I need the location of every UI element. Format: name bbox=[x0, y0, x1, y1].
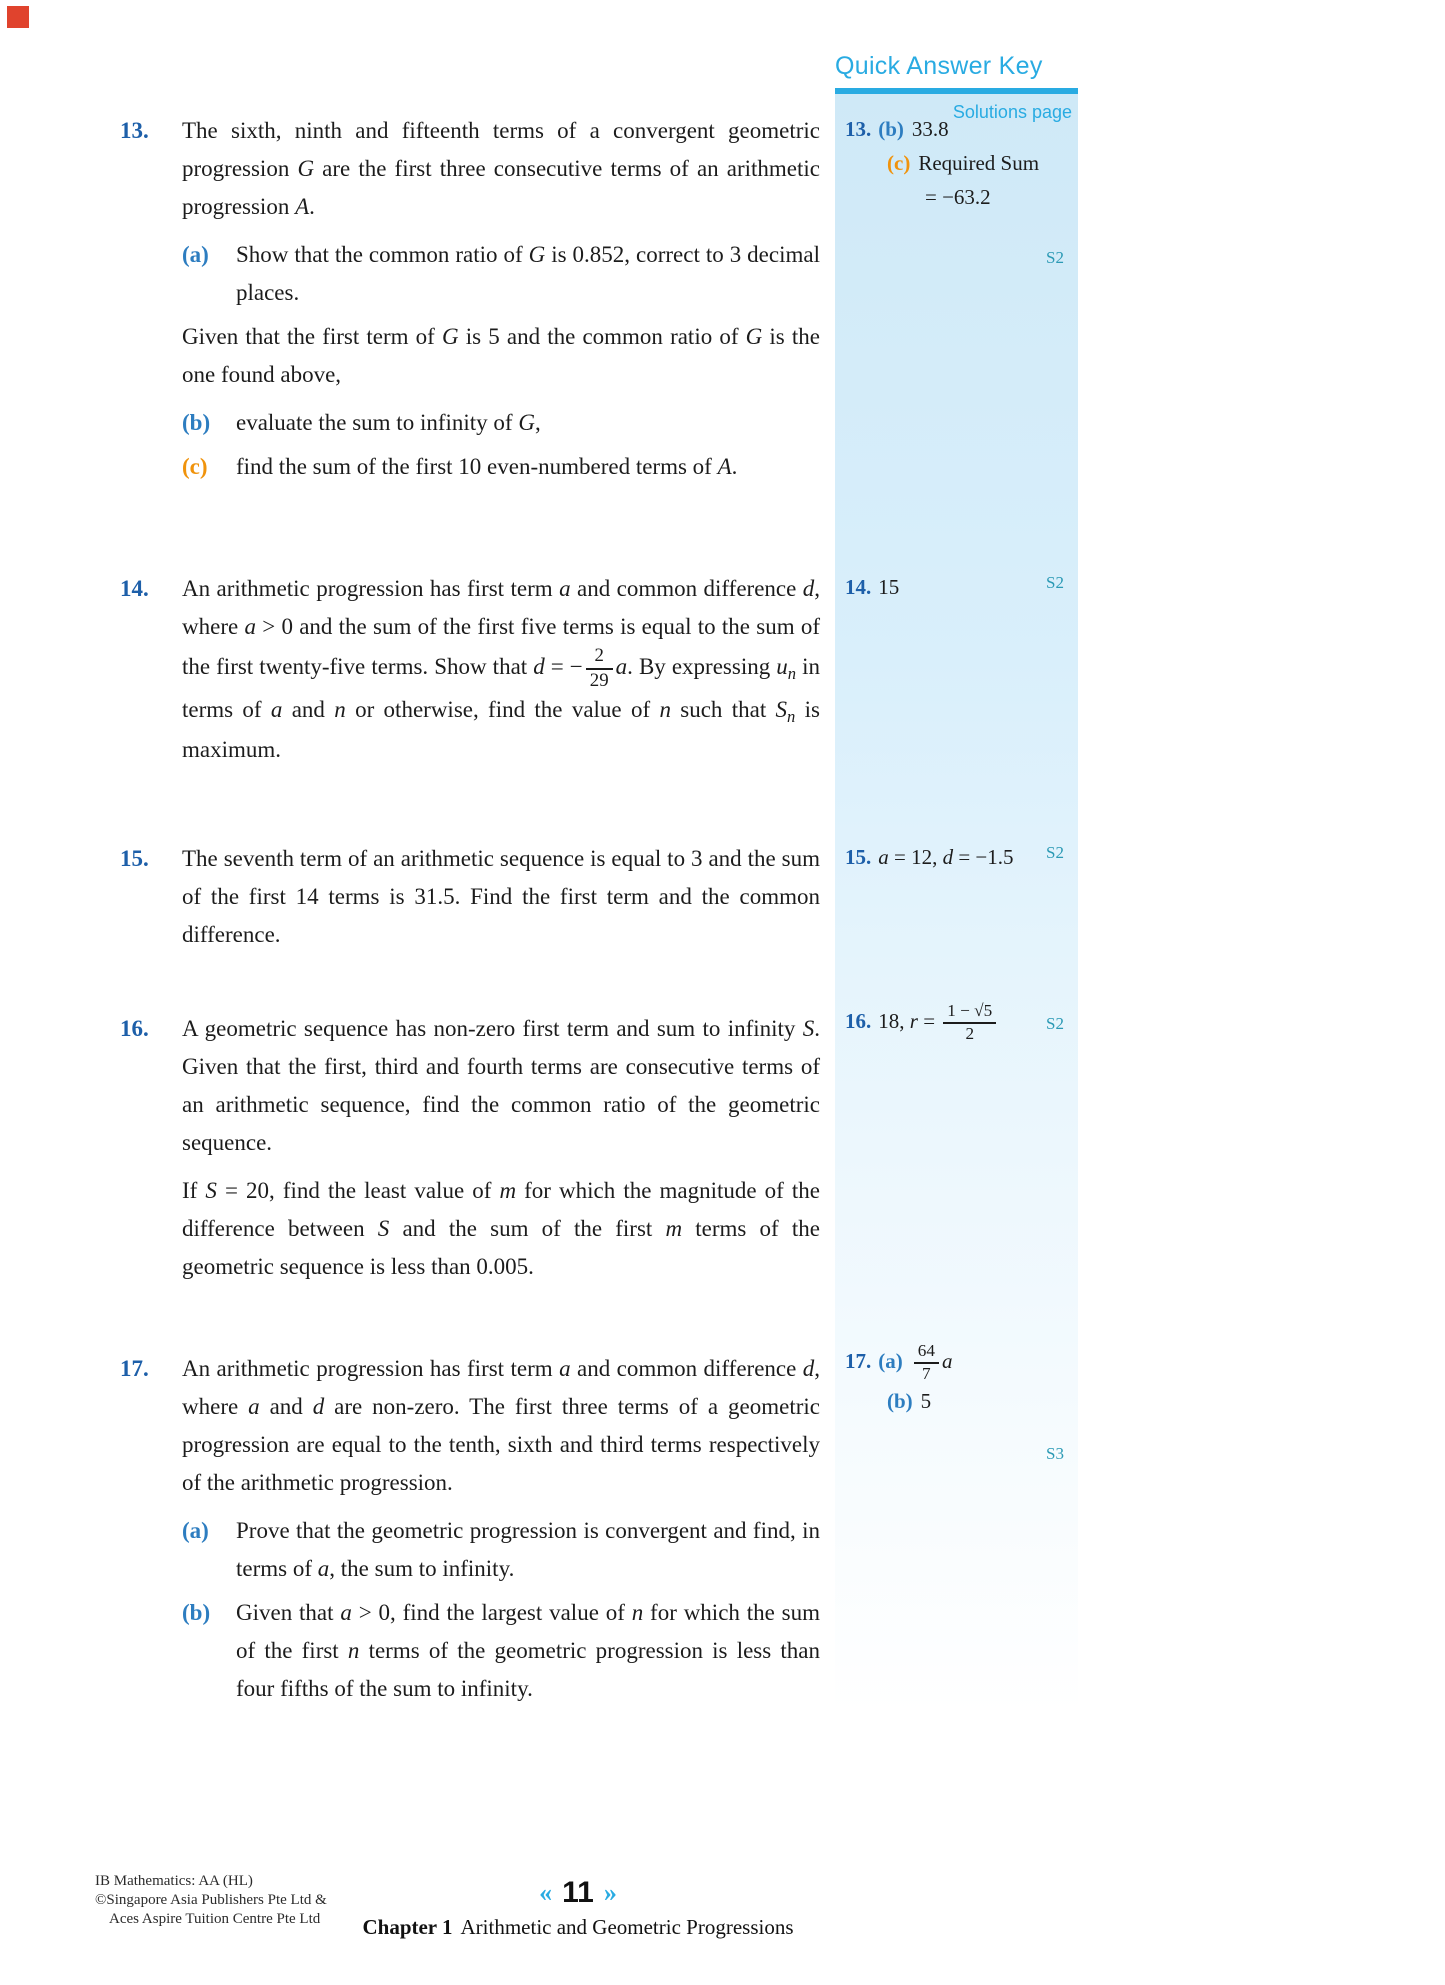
question-part-a bbox=[182, 1512, 820, 1588]
imprint-line: Aces Aspire Tuition Centre Pte Ltd bbox=[109, 1911, 321, 1927]
answer-text: Required Sum bbox=[918, 151, 1040, 175]
question-paragraph: A geometric sequence has non-zero first term and sum to infinity S. Given that the first, third and fourth terms are consecutive terms of an arithmetic sequence, find the common ratio of the geometric sequence. bbox=[182, 1016, 820, 1155]
solution-page-badge-15: S2 bbox=[1046, 843, 1064, 862]
footer-center bbox=[298, 1876, 858, 1940]
answer-key-background bbox=[835, 94, 1078, 1714]
part-text: evaluate the sum to infinity of G, bbox=[236, 410, 541, 435]
answer-text: 18, r = $\frac{1 - √5}{2}$ bbox=[878, 1009, 999, 1033]
part-text: Given that a > 0, find the largest value of n for which the sum of the first n terms of the geometric progression is less than four fifths of the sum to infinity. bbox=[236, 1600, 820, 1701]
solution-page-badge-13: S2 bbox=[1046, 248, 1064, 267]
corner-mark bbox=[7, 6, 29, 28]
solution-page-badge-17: S3 bbox=[1046, 1444, 1064, 1463]
answer-entry-13 bbox=[845, 112, 1067, 214]
question-number: 15. bbox=[120, 846, 149, 871]
answer-part-label-b: (b) bbox=[878, 117, 904, 141]
next-page-glyph: » bbox=[603, 1878, 617, 1907]
answer-row bbox=[845, 840, 1067, 874]
part-text: Prove that the geometric progression is convergent and find, in terms of a, the sum to infinity. bbox=[236, 1518, 820, 1581]
answer-part-label-b: (b) bbox=[887, 1388, 913, 1413]
question-paragraph: The seventh term of an arithmetic sequence is equal to 3 and the sum of the first 14 terms is 31.5. Find the first term and the common difference. bbox=[182, 846, 820, 947]
part-text: find the sum of the first 10 even-numbered terms of A. bbox=[236, 454, 738, 479]
chapter-label: Chapter 1 bbox=[362, 1915, 453, 1939]
answer-row bbox=[845, 112, 1067, 146]
answer-row bbox=[845, 1342, 1067, 1384]
prev-page-glyph: « bbox=[539, 1878, 553, 1907]
question-paragraph: If S = 20, find the least value of m for which the magnitude of the difference between S and the sum of the first m terms of the geometric sequence is less than 0.005. bbox=[182, 1178, 820, 1279]
question-paragraph: An arithmetic progression has first term a and common difference d, where a and d are non-zero. The first three terms of a geometric progression are equal to the tenth, sixth and third terms respectively of the arithmetic progression. bbox=[182, 1356, 820, 1495]
solutions-page-label: Solutions page bbox=[952, 102, 1072, 122]
answer-row bbox=[845, 1002, 1067, 1044]
part-label-c: (c) bbox=[182, 454, 208, 479]
question-part-a bbox=[182, 236, 820, 312]
question-16 bbox=[120, 1010, 820, 1286]
answer-text: 33.8 bbox=[911, 117, 949, 141]
answer-text: 5 bbox=[920, 1388, 932, 1413]
solution-page-badge-16: S2 bbox=[1046, 1014, 1064, 1033]
question-paragraph: An arithmetic progression has first term a and common difference d, where a > 0 and the sum of the first five terms is equal to the sum of the first twenty-five terms. Show that d = − $\frac{2}{29}$ a. By expressing $u_n$ in terms of a and n or otherwise, find the value of n such that $S_n$ is maximum. bbox=[182, 576, 821, 763]
imprint-line: IB Mathematics: AA (HL) bbox=[95, 1873, 253, 1889]
answer-row bbox=[845, 180, 1067, 214]
answer-text: = −63.2 bbox=[925, 185, 991, 209]
question-part-b bbox=[182, 1594, 820, 1708]
answer-key-title: Quick Answer Key bbox=[835, 52, 1043, 80]
answer-question-number: 17. bbox=[845, 1348, 872, 1373]
chapter-line bbox=[298, 1915, 858, 1940]
answer-entry-17 bbox=[845, 1342, 1067, 1418]
answer-text: 15 bbox=[878, 575, 900, 599]
answer-row bbox=[845, 1384, 1067, 1418]
part-label-a: (a) bbox=[182, 242, 209, 267]
question-paragraph: Given that the first term of G is 5 and the common ratio of G is the one found above, bbox=[182, 324, 820, 387]
part-label-b: (b) bbox=[182, 410, 211, 435]
answer-question-number: 14. bbox=[845, 575, 872, 599]
question-number: 13. bbox=[120, 118, 149, 143]
answer-row bbox=[845, 146, 1067, 180]
part-label-a: (a) bbox=[182, 1518, 209, 1543]
answer-part-label-a: (a) bbox=[878, 1348, 903, 1373]
imprint-block bbox=[95, 1872, 327, 1929]
question-17 bbox=[120, 1350, 820, 1708]
answer-text: a = 12, d = −1.5 bbox=[878, 845, 1014, 869]
answer-entry-14 bbox=[845, 570, 1067, 604]
answer-part-label-c: (c) bbox=[887, 151, 911, 175]
answer-question-number: 16. bbox=[845, 1008, 872, 1033]
chapter-title: Arithmetic and Geometric Progressions bbox=[460, 1915, 794, 1939]
question-13 bbox=[120, 112, 820, 486]
answer-question-number: 15. bbox=[845, 845, 872, 869]
question-part-c bbox=[182, 448, 820, 486]
imprint-line: ©Singapore Asia Publishers Pte Ltd & bbox=[95, 1892, 327, 1908]
question-number: 17. bbox=[120, 1356, 149, 1381]
answer-question-number: 13. bbox=[845, 117, 872, 141]
part-text: Show that the common ratio of G is 0.852, correct to 3 decimal places. bbox=[236, 242, 820, 305]
answer-entry-15 bbox=[845, 840, 1067, 874]
answer-text: $\frac{64}{7}$ a bbox=[911, 1349, 953, 1373]
question-number: 16. bbox=[120, 1016, 149, 1041]
answer-entry-16 bbox=[845, 1002, 1067, 1044]
question-number: 14. bbox=[120, 576, 149, 601]
answer-key-underline bbox=[835, 88, 1078, 94]
question-paragraph: The sixth, ninth and fifteenth terms of a convergent geometric progression G are the first three consecutive terms of an arithmetic progression A. bbox=[182, 118, 820, 219]
question-part-b bbox=[182, 404, 820, 442]
solution-page-badge-14: S2 bbox=[1046, 573, 1064, 592]
part-label-b: (b) bbox=[182, 1600, 211, 1625]
question-15 bbox=[120, 840, 820, 954]
page-number-row bbox=[298, 1876, 858, 1914]
page-number: 11 bbox=[562, 1876, 594, 1909]
answer-row bbox=[845, 570, 1067, 604]
question-14 bbox=[120, 570, 820, 769]
quick-answer-key-panel bbox=[835, 52, 1078, 1760]
